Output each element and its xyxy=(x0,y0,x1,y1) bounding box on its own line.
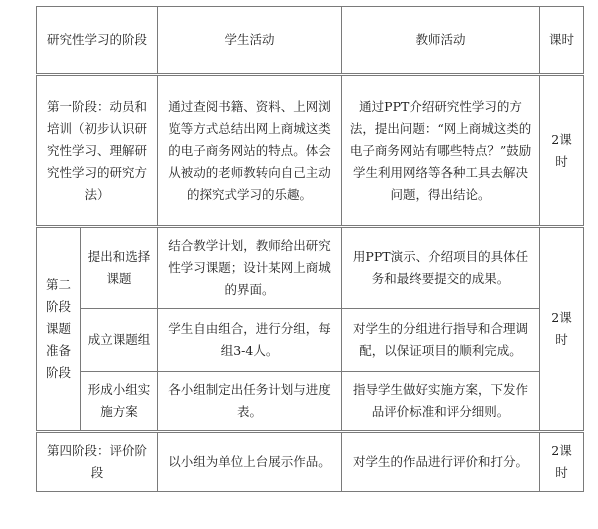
phase2-row-1 xyxy=(37,227,584,309)
student-activity-header: 学生活动 xyxy=(158,7,342,75)
teacher-activity-header: 教师活动 xyxy=(342,7,540,75)
phase2-teacher-activity-3: 指导学生做好实施方案，下发作品评价标准和评分细则。 xyxy=(342,372,540,432)
header-row xyxy=(37,7,584,75)
phase2-student-activity-3: 各小组制定出任务计划与进度表。 xyxy=(158,372,342,432)
phase4-stage-cell: 第四阶段：评价阶段 xyxy=(37,432,158,492)
research-learning-plan-table xyxy=(36,6,584,492)
stage-header: 研究性学习的阶段 xyxy=(37,7,158,75)
phase2-stage-cell: 第二阶段课题准备阶段 xyxy=(37,227,81,432)
phase1-hours: 2课时 xyxy=(540,75,584,227)
phase2-substage-2: 成立课题组 xyxy=(81,309,158,372)
phase4-student-activity: 以小组为单位上台展示作品。 xyxy=(158,432,342,492)
phase2-substage-3: 形成小组实施方案 xyxy=(81,372,158,432)
phase2-hours: 2课时 xyxy=(540,227,584,432)
phase2-substage-1: 提出和选择课题 xyxy=(81,227,158,309)
phase2-row-2 xyxy=(37,309,584,372)
phase2-student-activity-2: 学生自由组合，进行分组，每组3-4人。 xyxy=(158,309,342,372)
phase1-stage-cell: 第一阶段：动员和培训（初步认识研究性学习、理解研究性学习的研究方法） xyxy=(37,75,158,227)
phase2-row-3 xyxy=(37,372,584,432)
phase1-row xyxy=(37,75,584,227)
phase2-teacher-activity-1: 用PPT演示、介绍项目的具体任务和最终要提交的成果。 xyxy=(342,227,540,309)
hours-header: 课时 xyxy=(540,7,584,75)
phase2-student-activity-1: 结合教学计划，教师给出研究性学习课题；设计某网上商城的界面。 xyxy=(158,227,342,309)
phase4-hours: 2课时 xyxy=(540,432,584,492)
phase1-teacher-activity: 通过PPT介绍研究性学习的方法，提出问题：“网上商城这类的电子商务网站有哪些特点？”鼓励学生利用网络等各种工具去解决问题，得出结论。 xyxy=(342,75,540,227)
phase4-teacher-activity: 对学生的作品进行评价和打分。 xyxy=(342,432,540,492)
phase4-row xyxy=(37,432,584,492)
phase1-student-activity: 通过查阅书籍、资料、上网浏览等方式总结出网上商城这类的电子商务网站的特点。体会从被动的老师教转向自己主动的探究式学习的乐趣。 xyxy=(158,75,342,227)
phase2-teacher-activity-2: 对学生的分组进行指导和合理调配，以保证项目的顺利完成。 xyxy=(342,309,540,372)
